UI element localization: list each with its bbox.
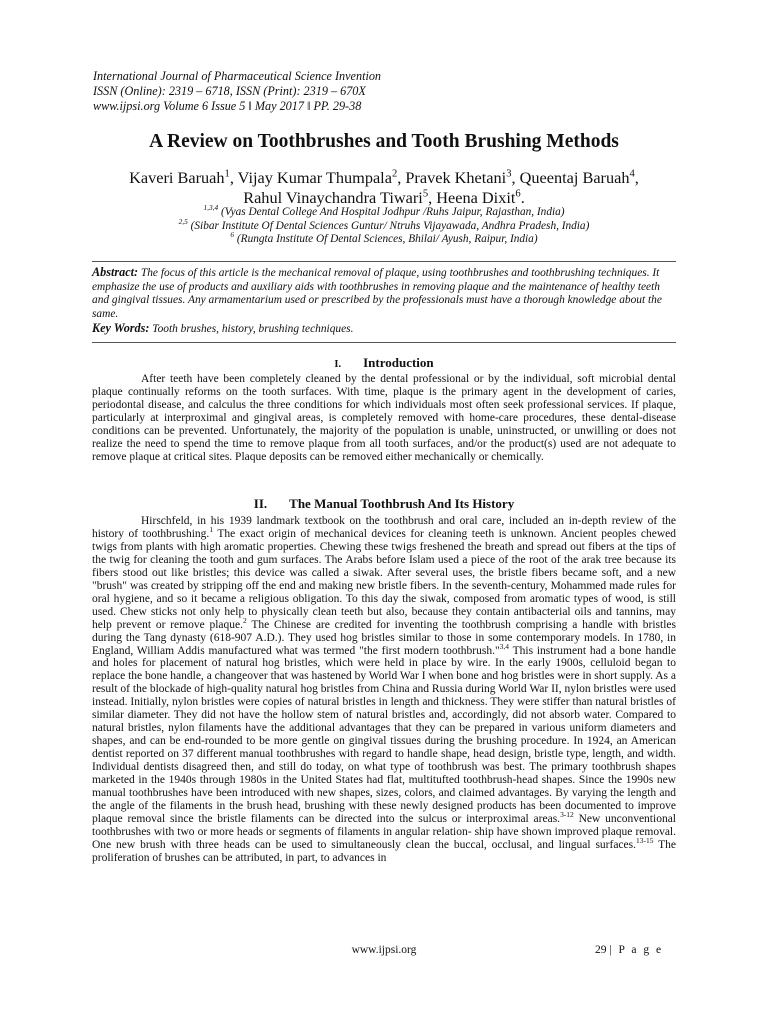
affiliations (60, 203, 708, 247)
author-list: Kaveri Baruah$^1$, Vijay Kumar Thumpala$^2$, Pravek Khetani$^3$, Queentaj Baruah$^4$, Rahul Vinaychandra Tiwari$^5$, Heena Dixit$^6$. (129, 168, 639, 207)
abstract-label: Abstract: (92, 265, 139, 279)
journal-header (93, 69, 693, 113)
footer-url: www.ijpsi.org (351, 944, 417, 956)
author-name: Heena Dixit (436, 187, 516, 207)
author-affil-sup: 6 (515, 188, 521, 200)
keywords (92, 322, 676, 337)
citation: 3,4 (499, 641, 510, 651)
author-affil-sup: 2 (391, 168, 398, 180)
author-name: Kaveri Baruah (129, 168, 225, 187)
author-name: Pravek Khetani (405, 168, 507, 187)
keywords-label: Key Words: (92, 320, 150, 335)
section-number: I. (334, 359, 342, 370)
page-label: | P a g e (609, 944, 664, 956)
section-title: Introduction (363, 355, 434, 370)
page-number: 29 (595, 944, 607, 956)
divider-top (92, 261, 676, 262)
paper-title: A Review on Toothbrushes and Tooth Brushing Methods (149, 131, 619, 152)
journal-name: International Journal of Pharmaceutical Science Invention (93, 69, 382, 83)
affiliation-line: $^6$ (Rungta Institute Of Dental Sciences, Bhilai/ Ayush, Raipur, India) (230, 230, 538, 246)
affiliation-line: $^{2,5}$ (Sibar Institute Of Dental Sciences Guntur/ Ntruhs Vijayawada, Andhra Pradesh, India) (178, 216, 590, 232)
author-affil-sup: 1 (224, 168, 230, 180)
author-affil-sup: 3 (506, 168, 512, 180)
citation: 3-12 (560, 810, 574, 820)
divider-bottom (92, 342, 676, 343)
citation: 13-15 (636, 836, 654, 845)
author-name: Rahul Vinaychandra Tiwari (243, 187, 423, 207)
citation: 2 (243, 615, 247, 625)
journal-issn: ISSN (Online): 2319 – 6718, ISSN (Print): 2319 – 670X (93, 83, 366, 98)
affiliation-line: $^{1,3,4}$ (Vyas Dental College And Hospital Jodhpur /Ruhs Jaipur, Rajasthan, India) (203, 203, 565, 218)
section-heading-introduction (92, 355, 676, 371)
author-affil-sup: 5 (422, 188, 429, 200)
journal-volume: www.ijpsi.org Volume 6 Issue 5 ǁ May 2017 ǁ PP. 29-38 (93, 98, 362, 113)
author-name: Vijay Kumar Thumpala (237, 168, 392, 187)
history-paragraph: Hirschfeld, in his 1939 landmark textbook on the toothbrush and oral care, included an in-depth review of the history of toothbrushing.$^1$ The exact origin of mechanical devices for cleaning teeth is unknown. Ancient peoples chewed twigs from plants with high aromatic properties. Chewing these twigs freshened the breath and spread out fibers at the tips of the twig for cleaning the tooth and gum surfaces. The Arabs before Islam used a piece of the root of the arak tree because its fibers stood out like bristles; this device was called a siwak. After several uses, the bristle fibers became soft, and a new "brush" was created by stripping off the end and making new bristle fibers. In the seventh-century, Mohammed made rules for oral hygiene, and so it became a religious obligation. To this day the siwak, composed from aromatic types of wood, is still used. Chew sticks not only help to physically clean teeth but also, because they contain antibacterial oils and tannins, may help prevent or remove plaque.$^2$ The Chinese are credited for inventing the toothbrush comprising a handle with bristles during the Tang dynasty (618-907 A.D.). They used hog bristles similar to those in some contemporary models. In 1780, in England, William Addis manufactured what was termed "the first modern toothbrush."$^{3,4}$ This instrument had a bone handle and holes for placement of natural hog bristles, which were held in place by wire. In the early 1900s, celluloid began to replace the bone handle, a changeover that was hastened by World War I when bone and hog bristles were in short supply. As a result of the blockade of high-quality natural hog bristles from China and Russia during World War II, nylon bristles were used instead. Initially, nylon bristles were copies of natural bristles in length and thickness. They were stiffer than natural bristles of similar diameter. They did not have the hollow stem of natural bristles and, accordingly, did not absorb water. Compared to natural bristles, nylon filaments have the additional advantages that they can be prepared in various uniform diameters and shapes, and can be end-rounded to be more gentle on gingival tissues during the brushing procedure. In 1924, an American dentist reported on 37 different manual toothbrushes with regard to handle shape, head design, bristle type, length, and width. Individual dentists disagreed then, and still do today, on what type of toothbrush was best. The primary toothbrush shapes marketed in the 1940s through 1980s in the United States had flat, multitufted toothbrush-head shapes. Since the 1990s new manual toothbrushes have been introduced with new shapes, sizes, colors, and claimed advantages. By varying the length and the angle of the filaments in the brush head, brushing with these newly designed products has been documented to improve plaque removal since the bristle filaments can be directed into the sulcus or interproximal areas.$^{3-12}$ New unconventional toothbrushes with two or more heads or segments of filaments in angular relation- ship have shown improved plaque removal. One new brush with three heads can be used to simultaneously clean the buccal, occlusal, and lingual surfaces.$^{13-15}$ The proliferation of brushes can be attributed, in part, to advances in (92, 515, 677, 864)
abstract (92, 266, 676, 322)
abstract-text: The focus of this article is the mechanical removal of plaque, using toothbrushes and toothbrushing techniques. It emphasize the use of products and auxiliary aids with toothbrushes in removing plaque and the maintenance of healthy teeth and gingival tissues. Any armamentarium used or prescribed by the professionals must have a thorough knowledge about the same. (92, 267, 662, 321)
footer-page-number (595, 944, 663, 956)
introduction-paragraph: After teeth have been completely cleaned by the dental professional or by the individual, soft microbial dental plaque continually reforms on the tooth surfaces. With time, plaque is the primary agent in the development of caries, periodontal disease, and calculus the three conditions for which individuals most often seek professional services. If plaque, particularly at interproximal and gingival areas, is completely removed with home-care procedures, these dental-disease conditions can be prevented. Unfortunately, the majority of the population is unable, uninstructed, or unwilling or does not realize the need to spend the time to remove plaque from all tooth surfaces, and/or the product(s) used are not adequate to remove plaque at critical sites. Plaque deposits can be removed either mechanically or chemically. (92, 373, 676, 463)
abstract-block (92, 266, 676, 337)
keywords-text: Tooth brushes, history, brushing techniques. (152, 322, 354, 335)
author-affil-sup: 4 (629, 168, 635, 180)
citation: 1 (209, 525, 214, 535)
section-number: II. (253, 496, 268, 511)
section-title: The Manual Toothbrush And Its History (289, 496, 515, 511)
author-name: Queentaj Baruah (519, 168, 630, 187)
section-heading-manual-toothbrush (92, 496, 676, 512)
